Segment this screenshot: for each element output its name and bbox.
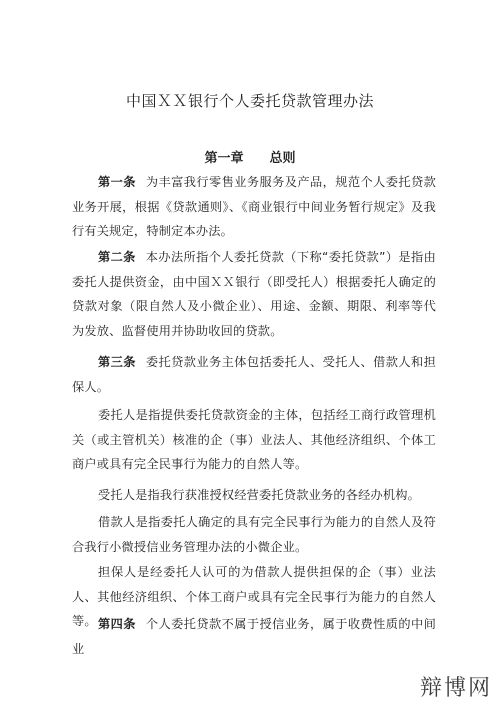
paragraph-text: 受托人是指我行获准授权经营委托贷款业务的各经办机构。 [98,488,421,502]
article-text: 委托贷款业务主体包括委托人、受托人、借款人和担保人。 [72,355,436,394]
article-1 [72,170,436,244]
article-text: 本办法所指个人委托贷款（下称“委托贷款”）是指由委托人提供资金，由中国ＸＸ银行（即受托人）根据委托人确定的贷款对象（限自然人及小微企业）、用途、金额、期限、利率等代为发放、监督使用并协助收回的贷款。 [72,250,436,338]
article-label: 第二条 [98,250,136,264]
article-label: 第一条 [98,175,136,189]
paragraph-borrower [72,510,436,559]
chapter-number: 第一章 [204,151,244,166]
article-text: 个人委托贷款不属于授信业务，属于收费性质的中间业 [72,617,436,656]
watermark-logo: 辩博网 [419,676,492,701]
paragraph-principal [72,403,436,477]
document-title: 中国ＸＸ银行个人委托贷款管理办法 [125,92,374,110]
paragraph-text: 借款人是指委托人确定的具有完全民事行为能力的自然人及符合我行小微授信业务管理办法的小微企业。 [72,515,436,554]
paragraph-text: 担保人是经委托人认可的为借款人提供担保的企（事）业法人、其他经济组织、个体工商户或具有完全民事行为能力的自然人等。 [72,565,436,628]
article-3 [72,350,436,399]
chapter-name: 总则 [269,151,296,166]
chapter-heading [0,147,500,166]
article-label: 第四条 [98,617,136,631]
article-text: 为丰富我行零售业务服务及产品，规范个人委托贷款业务开展，根据《贷款通则》、《商业银行中间业务暂行规定》及我行有关规定，特制定本办法。 [72,175,436,238]
article-label: 第三条 [98,355,136,369]
article-4 [72,612,436,661]
paragraph-trustee [72,483,436,508]
article-2 [72,245,436,343]
paragraph-text: 委托人是指提供委托贷款资金的主体，包括经工商行政管理机关（或主管机关）核准的企（事）业法人、其他经济组织、个体工商户或具有完全民事行为能力的自然人等。 [72,408,436,471]
